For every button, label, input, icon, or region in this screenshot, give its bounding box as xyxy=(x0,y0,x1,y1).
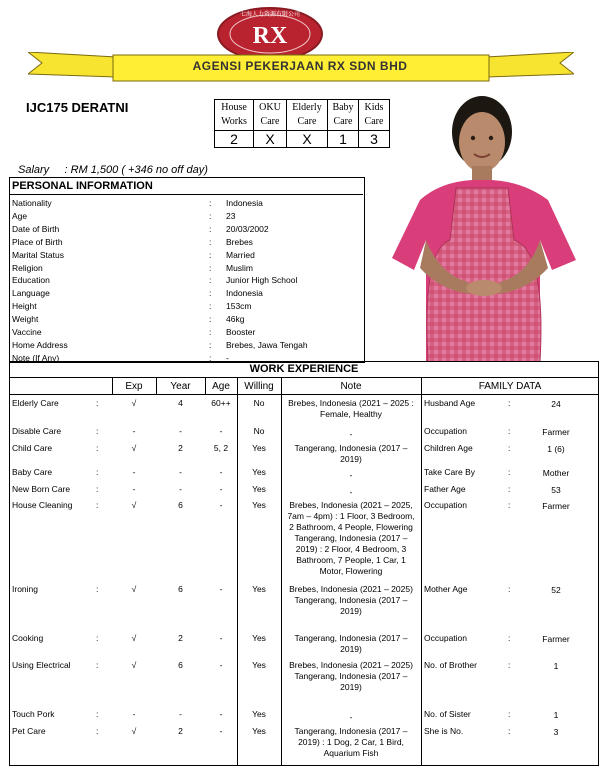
work-year-value: 2 xyxy=(178,726,183,736)
column-header-note: Note xyxy=(281,378,421,395)
skill-value-house-works: 2 xyxy=(215,131,254,148)
family-data-value: Farmer xyxy=(542,427,570,437)
work-skill-label: Baby Care xyxy=(12,467,53,477)
family-data-label: No. of Sister xyxy=(424,709,471,719)
personal-info-value: 20/03/2002 xyxy=(226,223,269,234)
separator-colon: : xyxy=(209,198,212,208)
logo-arc-text: 七海人力资源有限公司 xyxy=(239,11,301,18)
column-divider xyxy=(205,378,206,395)
personal-info-label: Date of Birth xyxy=(12,223,60,234)
separator-colon: : xyxy=(209,223,212,234)
work-year-value: 2 xyxy=(178,633,183,643)
work-age-value: - xyxy=(219,500,223,510)
work-willing-value: Yes xyxy=(252,726,266,736)
work-exp-value: √ xyxy=(131,660,137,670)
skill-value-baby-care: 1 xyxy=(328,131,359,148)
work-willing-value: Yes xyxy=(252,500,266,510)
separator-colon: : xyxy=(209,236,212,247)
separator-colon: : xyxy=(508,709,511,719)
salary-value: : RM 1,500 ( +346 no off day) xyxy=(64,164,208,176)
family-data-value: 24 xyxy=(551,399,561,409)
work-note: Brebes, Indonesia (2021 – 2025 : Female, Healthy xyxy=(288,398,414,419)
personal-info-label: Education xyxy=(12,275,50,286)
personal-info-value: Brebes, Jawa Tengah xyxy=(226,339,308,350)
work-year-value: 4 xyxy=(178,398,183,408)
personal-info-label: Home Address xyxy=(12,339,68,350)
separator-colon: : xyxy=(96,584,99,594)
work-skill-label: Child Care xyxy=(12,443,53,453)
family-data-value: 52 xyxy=(551,585,561,595)
work-skill-label: House Cleaning xyxy=(12,500,73,510)
skill-header-baby-care: Baby Care xyxy=(328,100,359,131)
work-age-value: - xyxy=(219,467,223,477)
family-data-value: Farmer xyxy=(542,634,570,644)
separator-colon: : xyxy=(96,633,99,643)
personal-info-value: Muslim xyxy=(226,262,253,273)
salary xyxy=(18,164,208,176)
separator-colon: : xyxy=(508,633,511,643)
separator-colon: : xyxy=(209,262,212,273)
skill-header-oku-care: OKU Care xyxy=(254,100,287,131)
family-data-value: 1 xyxy=(553,710,559,720)
work-exp-value: √ xyxy=(131,500,137,510)
family-data-label: She is No. xyxy=(424,726,464,736)
family-data-label: Occupation xyxy=(424,500,467,510)
skill-header-house-works: House Works xyxy=(215,100,254,131)
work-note: Brebes, Indonesia (2021 – 2025) Tangerang, Indonesia (2017 – 2019) xyxy=(289,584,413,616)
separator-colon: : xyxy=(209,327,212,337)
column-header-age: Age xyxy=(205,378,237,395)
separator-colon: : xyxy=(209,301,212,312)
family-data-label: No. of Brother xyxy=(424,660,477,670)
work-willing-value: Yes xyxy=(252,484,266,494)
separator-colon: : xyxy=(209,210,212,221)
personal-info-value: 46kg xyxy=(226,314,245,325)
work-skill-label: Ironing xyxy=(12,584,38,594)
work-willing-value: No xyxy=(253,398,265,408)
family-data-label: Occupation xyxy=(424,633,467,643)
separator-colon: : xyxy=(508,500,511,510)
separator-colon: : xyxy=(209,352,212,363)
work-age-value: - xyxy=(219,660,223,670)
column-header-exp: Exp xyxy=(112,378,156,395)
personal-info-value: Married xyxy=(226,249,255,260)
column-divider xyxy=(156,378,157,395)
work-age-value: 5, 2 xyxy=(213,443,229,453)
work-exp-value: √ xyxy=(131,584,137,594)
personal-info-label: Height xyxy=(12,301,37,312)
work-age-value: - xyxy=(219,484,223,494)
column-divider xyxy=(421,378,422,766)
work-year-value: - xyxy=(179,709,182,719)
separator-colon: : xyxy=(508,660,511,670)
work-note: - xyxy=(349,470,353,480)
work-skill-label: Disable Care xyxy=(12,426,62,436)
column-header-willing: Willing xyxy=(237,378,281,395)
work-exp-value: - xyxy=(132,467,136,477)
work-skill-label: Elderly Care xyxy=(12,398,59,408)
family-data-value: 1 (6) xyxy=(547,444,565,454)
work-year-value: - xyxy=(179,426,182,436)
work-age-value: - xyxy=(219,709,223,719)
work-age-value: - xyxy=(219,584,223,594)
family-data-label: Occupation xyxy=(424,426,467,436)
work-exp-value: - xyxy=(132,484,136,494)
work-willing-value: Yes xyxy=(252,467,266,477)
work-willing-value: Yes xyxy=(252,660,266,670)
separator-colon: : xyxy=(96,443,99,453)
work-note: Brebes, Indonesia (2021 – 2025) Tangerang, Indonesia (2017 – 2019) xyxy=(289,660,413,692)
family-data-value: 1 xyxy=(553,661,559,671)
work-skill-label: Cooking xyxy=(12,633,44,643)
personal-info-label: Nationality xyxy=(12,198,52,208)
separator-colon: : xyxy=(508,467,511,477)
personal-info-value: Indonesia xyxy=(226,288,263,299)
separator-colon: : xyxy=(508,443,511,453)
work-willing-value: Yes xyxy=(252,443,266,453)
separator-colon: : xyxy=(209,339,212,350)
work-year-value: - xyxy=(179,467,182,477)
family-data-label: Mother Age xyxy=(424,584,468,594)
family-data-value: Mother xyxy=(542,468,570,478)
personal-info-value: 153cm xyxy=(226,301,252,312)
work-willing-value: Yes xyxy=(252,709,266,719)
separator-colon: : xyxy=(209,314,212,325)
work-year-value: 2 xyxy=(178,443,183,453)
separator-colon: : xyxy=(96,709,99,719)
separator-colon: : xyxy=(209,249,212,260)
personal-info-value: Indonesia xyxy=(226,198,263,208)
personal-info-label: Vaccine xyxy=(12,327,42,337)
separator-colon: : xyxy=(96,467,99,477)
column-header-skill xyxy=(9,378,112,395)
work-note: Tangerang, Indonesia (2017 – 2019) xyxy=(294,633,408,654)
work-year-value: - xyxy=(179,484,182,494)
personal-info-label: Place of Birth xyxy=(12,236,63,247)
work-willing-value: Yes xyxy=(252,633,266,643)
work-age-value: - xyxy=(219,633,223,643)
work-exp-value: √ xyxy=(131,726,137,736)
work-note: Brebes, Indonesia (2021 – 2025, 7am – 4pm) : 1 Floor, 3 Bedroom, 2 Bathroom, 4 People, Flowering Tangerang, Indonesia (2017 – 2019) : 2 Floor, 4 Bedroom, 3 Bathroom, 7 People, 1 Car, 1 Motor, Flowering xyxy=(287,500,415,576)
personal-info-value: 23 xyxy=(226,210,236,221)
company-name: AGENSI PEKERJAAN RX SDN BHD xyxy=(192,59,408,73)
separator-colon: : xyxy=(96,484,99,494)
separator-colon: : xyxy=(96,398,99,408)
work-age-value: - xyxy=(219,426,223,436)
personal-info-title: PERSONAL INFORMATION xyxy=(9,177,363,195)
personal-info-label: Religion xyxy=(12,262,43,273)
work-willing-value: Yes xyxy=(252,584,266,594)
column-header-family-data: FAMILY DATA xyxy=(421,378,599,395)
work-skill-label: Using Electrical xyxy=(12,660,71,670)
work-note: Tangerang, Indonesia (2017 – 2019) xyxy=(294,443,408,464)
work-exp-value: - xyxy=(132,709,136,719)
separator-colon: : xyxy=(508,398,511,408)
work-skill-label: Pet Care xyxy=(12,726,46,736)
work-note: - xyxy=(349,712,353,722)
separator-colon: : xyxy=(209,288,212,299)
family-data-label: Children Age xyxy=(424,443,473,453)
work-age-value: - xyxy=(219,726,223,736)
work-exp-value: √ xyxy=(131,398,137,408)
separator-colon: : xyxy=(508,584,511,594)
work-year-value: 6 xyxy=(178,660,183,670)
logo-text: RX xyxy=(252,23,288,49)
candidate-photo xyxy=(390,90,580,362)
skill-summary-table xyxy=(214,99,390,148)
skill-header-kids-care: Kids Care xyxy=(359,100,390,131)
family-data-value: Farmer xyxy=(542,501,570,511)
personal-info-label: Weight xyxy=(12,314,39,325)
work-exp-value: √ xyxy=(131,443,137,453)
candidate-id-name: IJC175 DERATNI xyxy=(26,100,129,115)
column-divider xyxy=(281,378,282,766)
separator-colon: : xyxy=(96,426,99,436)
work-willing-value: No xyxy=(253,426,265,436)
family-data-label: Husband Age xyxy=(424,398,476,408)
skill-header-elderly-care: Elderly Care xyxy=(287,100,328,131)
salary-label: Salary xyxy=(18,164,50,176)
personal-info-label: Note (If Any) xyxy=(12,352,60,363)
personal-info-label: Language xyxy=(12,288,50,299)
work-note: Tangerang, Indonesia (2017 – 2019) : 1 Dog, 2 Car, 1 Bird, Aquarium Fish xyxy=(294,726,408,758)
separator-colon: : xyxy=(508,426,511,436)
separator-colon: : xyxy=(209,275,212,286)
personal-info-value: Booster xyxy=(226,327,256,337)
separator-colon: : xyxy=(96,660,99,670)
family-data-label: Father Age xyxy=(424,484,466,494)
work-year-value: 6 xyxy=(178,500,183,510)
skill-value-oku-care: X xyxy=(254,131,287,148)
separator-colon: : xyxy=(508,484,511,494)
personal-info-label: Marital Status xyxy=(12,249,64,260)
work-age-value: 60++ xyxy=(211,398,231,408)
column-header-year: Year xyxy=(156,378,205,395)
separator-colon: : xyxy=(96,726,99,736)
personal-info-value: Brebes xyxy=(226,236,253,247)
work-exp-value: - xyxy=(132,426,136,436)
family-data-label: Take Care By xyxy=(424,467,476,477)
personal-info-value: - xyxy=(226,352,229,363)
skill-value-kids-care: 3 xyxy=(359,131,390,148)
work-note: - xyxy=(349,487,353,497)
personal-info-label: Age xyxy=(12,210,28,221)
family-data-value: 53 xyxy=(551,485,561,495)
separator-colon: : xyxy=(508,726,511,736)
family-data-value: 3 xyxy=(553,727,559,737)
work-year-value: 6 xyxy=(178,584,183,594)
work-experience-title: WORK EXPERIENCE xyxy=(9,361,599,378)
separator-colon: : xyxy=(96,500,99,510)
column-divider xyxy=(112,378,113,395)
work-note: - xyxy=(349,429,353,439)
work-exp-value: √ xyxy=(131,633,137,643)
work-skill-label: Touch Pork xyxy=(12,709,55,719)
skill-value-elderly-care: X xyxy=(287,131,328,148)
work-skill-label: New Born Care xyxy=(12,484,71,494)
personal-info-value: Junior High School xyxy=(226,275,298,286)
